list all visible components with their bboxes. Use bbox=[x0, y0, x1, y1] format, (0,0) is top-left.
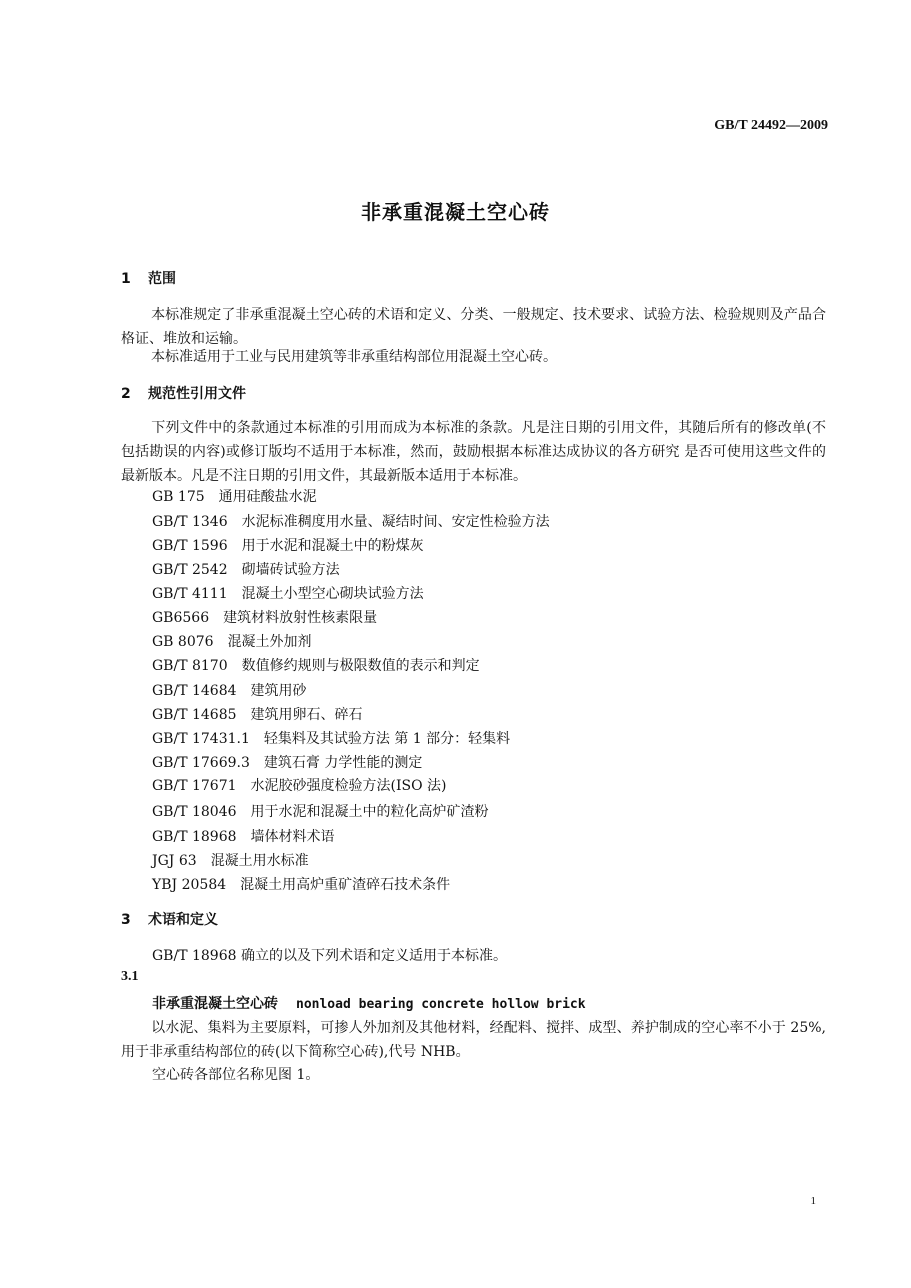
section-title: 规范性引用文件 bbox=[148, 386, 246, 402]
reference-name: 建筑石膏 力学性能的测定 bbox=[263, 755, 423, 771]
reference-code: JGJ 63 bbox=[152, 853, 197, 869]
reference-item bbox=[152, 728, 510, 748]
term-chinese: 非承重混凝土空心砖 bbox=[152, 996, 278, 1012]
document-title: 非承重混凝土空心砖 bbox=[361, 200, 550, 224]
reference-code: GB/T 18968 bbox=[152, 829, 237, 845]
reference-name: 墙体材料术语 bbox=[250, 829, 335, 845]
reference-item bbox=[152, 704, 363, 724]
page-number: 1 bbox=[810, 1195, 816, 1207]
standard-number: GB/T 24492—2009 bbox=[714, 118, 828, 133]
paragraph-text: 本标准适用于工业与民用建筑等非承重结构部位用混凝土空心砖。 bbox=[151, 349, 557, 365]
reference-code: GB/T 4111 bbox=[152, 586, 228, 602]
section-title: 范围 bbox=[148, 271, 176, 287]
reference-name: 建筑用卵石、碎石 bbox=[250, 707, 363, 723]
reference-code: GB/T 1346 bbox=[152, 514, 228, 530]
reference-code: GB6566 bbox=[152, 610, 210, 626]
section-number: 2 bbox=[121, 386, 131, 402]
reference-item bbox=[152, 631, 312, 651]
reference-code: YBJ 20584 bbox=[152, 877, 227, 893]
reference-code: GB 175 bbox=[152, 489, 205, 505]
reference-name: 水泥胶砂强度检验方法(ISO 法) bbox=[250, 778, 447, 794]
reference-name: 用于水泥和混凝土中的粉煤灰 bbox=[241, 538, 424, 554]
reference-name: 砌墙砖试验方法 bbox=[241, 562, 340, 578]
section-1-paragraph-1 bbox=[121, 303, 826, 351]
reference-code: GB/T 8170 bbox=[152, 658, 228, 674]
reference-code: GB/T 1596 bbox=[152, 538, 228, 554]
reference-name: 通用硅酸盐水泥 bbox=[218, 489, 317, 505]
reference-name: 混凝土用高炉重矿渣碎石技术条件 bbox=[240, 877, 451, 893]
figure-note: 空心砖各部位名称见图 1。 bbox=[152, 1067, 320, 1083]
reference-item bbox=[152, 486, 317, 506]
term-definition bbox=[121, 1016, 826, 1064]
reference-item bbox=[152, 583, 424, 603]
reference-code: GB/T 14684 bbox=[152, 683, 237, 699]
reference-item bbox=[152, 752, 422, 772]
reference-code: GB/T 17669.3 bbox=[152, 755, 250, 771]
section-2-heading bbox=[121, 383, 246, 403]
paragraph-text: 本标准规定了非承重混凝土空心砖的术语和定义、分类、一般规定、技术要求、试验方法、检验规则及产品合格证、堆放和运输。 bbox=[121, 307, 826, 347]
section-2-paragraph-1 bbox=[121, 416, 826, 488]
reference-name: 轻集料及其试验方法 第 1 部分：轻集料 bbox=[263, 731, 511, 747]
reference-name: 建筑材料放射性核素限量 bbox=[223, 610, 378, 626]
reference-item bbox=[152, 680, 307, 700]
reference-name: 建筑用砂 bbox=[250, 683, 307, 699]
clause-number: 3.1 bbox=[121, 969, 139, 984]
section-3-heading bbox=[121, 909, 218, 929]
reference-item bbox=[152, 535, 424, 555]
reference-item bbox=[152, 607, 377, 627]
section-1-heading bbox=[121, 268, 176, 288]
reference-name: 水泥标准稠度用水量、凝结时间、安定性检验方法 bbox=[241, 514, 550, 530]
reference-name: 用于水泥和混凝土中的粒化高炉矿渣粉 bbox=[250, 804, 489, 820]
term-heading bbox=[152, 993, 586, 1013]
section-1-paragraph-2 bbox=[121, 345, 826, 369]
reference-item bbox=[152, 655, 480, 675]
section-title: 术语和定义 bbox=[148, 912, 218, 928]
reference-code: GB 8076 bbox=[152, 634, 214, 650]
reference-code: GB/T 17431.1 bbox=[152, 731, 250, 747]
reference-item bbox=[152, 850, 309, 870]
reference-item bbox=[152, 826, 335, 846]
reference-name: 混凝土外加剂 bbox=[227, 634, 312, 650]
term-english: nonload bearing concrete hollow brick bbox=[296, 997, 586, 1012]
section-3-paragraph-1: GB/T 18968 确立的以及下列术语和定义适用于本标准。 bbox=[152, 948, 507, 964]
reference-item bbox=[152, 775, 447, 795]
section-number: 3 bbox=[121, 912, 131, 928]
reference-name: 混凝土小型空心砌块试验方法 bbox=[241, 586, 424, 602]
reference-name: 混凝土用水标准 bbox=[210, 853, 309, 869]
paragraph-text: 以水泥、集料为主要原料，可掺人外加剂及其他材料，经配料、搅拌、成型、养护制成的空心率不小于 25%,用于非承重结构部位的砖(以下简称空心砖),代号 NHB。 bbox=[121, 1020, 826, 1060]
reference-code: GB/T 18046 bbox=[152, 804, 237, 820]
reference-item bbox=[152, 801, 489, 821]
paragraph-text: 下列文件中的条款通过本标准的引用而成为本标准的条款。凡是注日期的引用文件，其随后所有的修改单(不包括勘误的内容)或修订版均不适用于本标准，然而，鼓励根据本标准达成协议的各方研究 是否可使用这些文件的最新版本。凡是不注日期的引用文件，其最新版本适用于本标准。 bbox=[121, 420, 826, 484]
reference-code: GB/T 14685 bbox=[152, 707, 237, 723]
reference-name: 数值修约规则与极限数值的表示和判定 bbox=[241, 658, 480, 674]
reference-code: GB/T 2542 bbox=[152, 562, 228, 578]
reference-item bbox=[152, 511, 550, 531]
reference-item bbox=[152, 874, 450, 894]
reference-code: GB/T 17671 bbox=[152, 778, 237, 794]
section-number: 1 bbox=[121, 271, 131, 287]
reference-item bbox=[152, 559, 340, 579]
